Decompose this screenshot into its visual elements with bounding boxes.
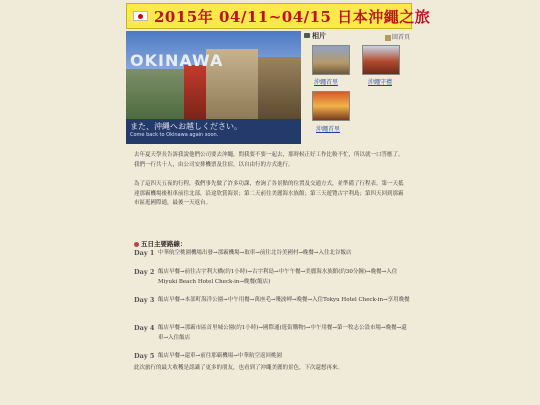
itinerary-heading-text: 五日主要路線： [141,240,187,248]
album-link-label: 回首頁 [391,34,410,41]
camera-icon [304,33,310,38]
hero-logo-text: OKINAWA [130,51,224,70]
photo-thumbnail[interactable] [312,45,350,75]
home-icon [385,35,391,41]
photo-caption-link[interactable]: 沖繩首里 [316,126,341,133]
day-label: Day 1 [134,249,155,257]
hero-caption: また、沖縄へお越しください。 [130,122,242,131]
day-text: 飯店早餐→本部町海洋公園→中午用餐→萬座毛→殘波岬→晚餐→入住Tokyu Hotel Check-in→享用晚餐 [158,297,410,303]
intro-paragraph: 為了這四天五夜的行程，我們事先做了許多功課，查詢了各景點的位置及交通方式，並準備了行程表。第一天抵達那霸機場後租車前往北部，沿途欣賞海景；第二天前往美麗海水族館；第三天遊覽古宇利島；第四天回到那霸市區逛國際通，最後一天返台。 [134,181,404,206]
page-title-banner [126,3,431,29]
day-text: 飯店早餐→前往古宇利大橋(約1小時)→古宇利島→中午午餐→美麗海水族館(約30分鐘)→晚餐→入住Miyuki Beach Hotel Check-in→晚餐(飯店) [158,269,398,285]
hero-image [126,31,301,144]
photo-thumbnail[interactable] [312,91,350,121]
day-label: Day 2 [134,268,155,276]
day-label: Day 3 [134,296,155,304]
photo-panel [302,31,412,144]
hero-subcaption: Come back to Okinawa again soon. [130,132,219,138]
day-text: 飯店早餐→那霸市區首里城公園(約1小時)→國際通(逛街購物)→中午用餐→第一牧志公設市場→晚餐→還車→入住飯店 [158,325,407,341]
intro-paragraph: 去年夏天學長告訴我說他們公司要去沖繩，問我要不要一起去，那時候正好工作比較不忙，所以就一口答應了。我們一行共十人，由公司安排機票及住宿，以自由行的方式進行。 [134,152,404,168]
itinerary-heading [134,239,187,248]
day-text: 飯店早餐→還車→前往那霸機場→中華航空返回桃園 [158,353,282,359]
closing-paragraph: 此次旅行的最大收穫是認識了更多的朋友，也看到了沖繩美麗的景色，下次還想再來。 [134,365,344,371]
photo-caption-link[interactable]: 沖繩守禮 [368,79,393,86]
day-label: Day 4 [134,324,155,332]
photo-panel-header [302,31,412,42]
day-label: Day 5 [134,352,155,360]
photo-caption-link[interactable]: 沖繩首里 [314,79,339,86]
page-title: 2015年 04/11~04/15 日本沖繩之旅 [154,7,431,26]
album-link[interactable] [385,32,410,41]
day-text: 中華航空桃園機場出發→那霸機場→取車→前往北谷美國村→晚餐→入住北谷飯店 [158,250,352,256]
bullet-icon [134,242,139,247]
photo-panel-label: 相片 [312,31,326,40]
japan-flag-icon [133,11,148,21]
photo-thumbnail[interactable] [362,45,400,75]
